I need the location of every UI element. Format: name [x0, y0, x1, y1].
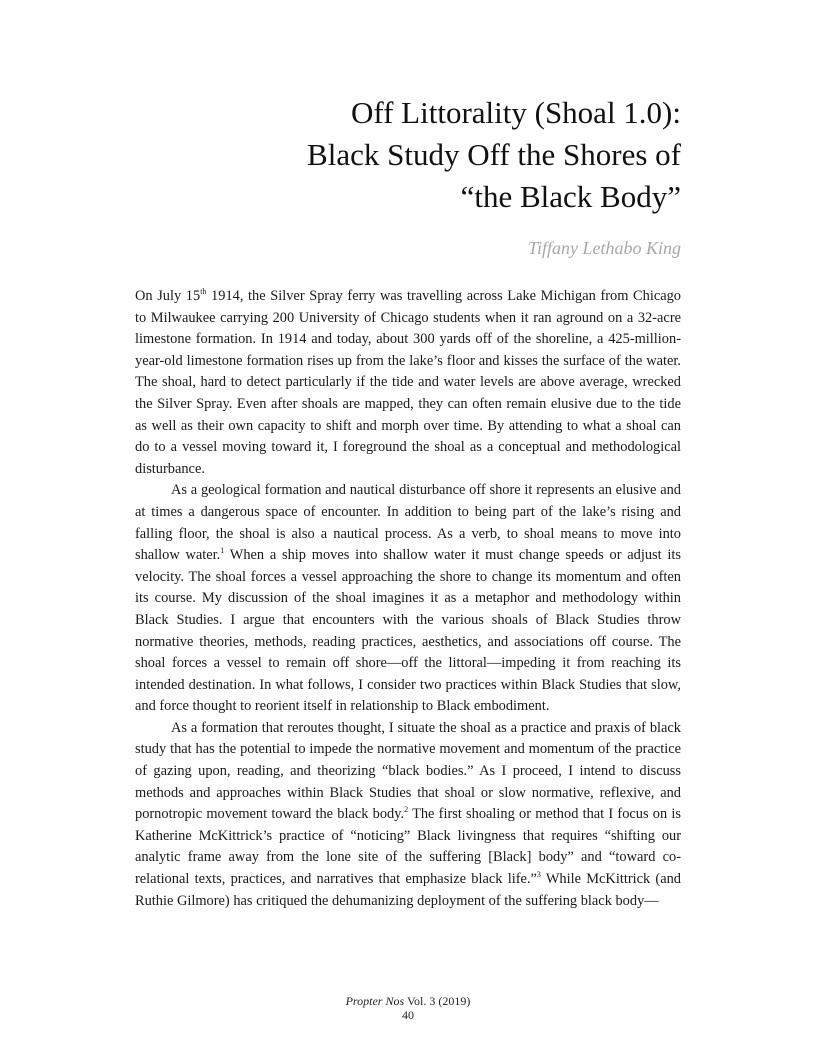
paragraph-3 — [135, 718, 681, 912]
author-name: Tiffany Lethabo King — [527, 238, 681, 258]
journal-citation — [0, 994, 816, 1008]
paragraph-3-text-c: While McKittrick (and Ruthie Gilmore) has critiqued the dehumanizing deployment of the suffering black body— — [135, 871, 681, 909]
paragraph-1 — [135, 286, 681, 480]
article-body — [135, 286, 681, 912]
paragraph-2-text-b: When a ship moves into shallow water it must change speeds or adjust its velocity. The shoal forces a vessel approaching the shore to change its momentum and often its course. My discussion of the shoal imagines it as a metaphor and methodology within Black Studies. I argue that encounters with the various shoals of Black Studies throw normative theories, methods, reading practices, aesthetics, and associations off course. The shoal forces a vessel to remain off shore—off the littoral—impeding it from reaching its intended destination. In what follows, I consider two practices within Black Studies that slow, and force thought to reorient itself in relationship to Black embodiment. — [135, 547, 681, 715]
journal-volume: Vol. 3 (2019) — [404, 994, 471, 1008]
journal-name: Propter Nos — [345, 994, 405, 1008]
page-footer — [0, 994, 816, 1022]
footnote-ref-3[interactable]: 3 — [536, 870, 541, 880]
paragraph-3-text-a: As a formation that reroutes thought, I situate the shoal as a practice and praxis of black study that has the potential to impede the normative movement and momentum of the practice of gazing upon, reading, and theorizing “black bodies.” As I proceed, I intend to discuss methods and approaches within Black Studies that shoal or slow normative, reflexive, and pornotropic movement toward the black body. — [135, 719, 681, 823]
footnote-ref-1[interactable]: 1 — [220, 546, 225, 556]
paragraph-1-text-a: On July 15 — [135, 288, 201, 304]
paragraph-2-text-a: As a geological formation and nautical disturbance off shore it represents an elusive and at times a dangerous space of encounter. In addition to being part of the lake’s rising and falling floor, the shoal is also a nautical process. As a verb, to shoal means to move into shallow water. — [135, 482, 681, 564]
paragraph-1-text-b: 1914, the Silver Spray ferry was travelling across Lake Michigan from Chicago to Milwaukee carrying 200 University of Chicago students when it ran aground on a 32-acre limestone formation. In 1914 and today, about 300 yards off of the shoreline, a 425-million-year-old limestone formation rises up from the lake’s floor and kisses the surface of the water. The shoal, hard to detect particularly if the tide and water levels are above average, wrecked the Silver Spray. Even after shoals are mapped, they can often remain elusive due to the tide as well as their own capacity to shift and morph over time. By attending to what a shoal can do to a vessel moving toward it, I foreground the shoal as a conceptual and methodological disturbance. — [135, 288, 681, 477]
paragraph-2 — [135, 480, 681, 718]
title-line-3: “the Black Body” — [460, 179, 681, 214]
article-title — [135, 92, 681, 218]
title-line-2: Black Study Off the Shores of — [307, 137, 681, 172]
page-number: 40 — [402, 1008, 414, 1022]
footnote-ref-2[interactable]: 2 — [404, 805, 409, 815]
paragraph-3-text-b: The first shoaling or method that I focus on is Katherine McKittrick’s practice of “noticing” Black livingness that requires “shifting our analytic frame away from the lone site of the suffering [Black] body” and “toward co-relational texts, practices, and narratives that emphasize black life.” — [135, 806, 681, 888]
ordinal-suffix: th — [200, 287, 207, 297]
title-line-1: Off Littorality (Shoal 1.0): — [350, 95, 681, 130]
